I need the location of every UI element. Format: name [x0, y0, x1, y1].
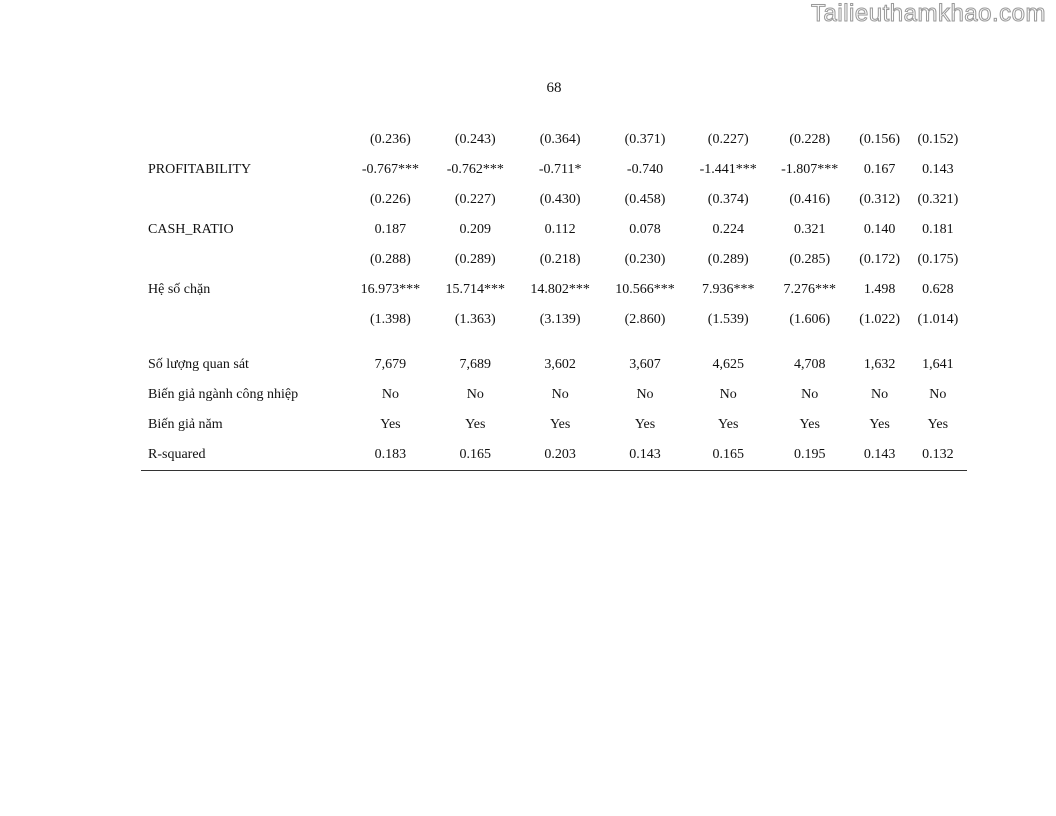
- table-cell: 4,625: [712, 357, 744, 372]
- table-cell: (0.228): [789, 132, 831, 147]
- table-cell: -0.767***: [361, 162, 420, 177]
- page-number: 68: [546, 80, 562, 96]
- table-cell: -1.441***: [699, 162, 757, 177]
- table-row: [141, 185, 967, 215]
- table-cell: (0.227): [707, 132, 749, 147]
- table-row: [141, 350, 967, 380]
- table-cell: 0.195: [769, 440, 851, 471]
- table-cell: 7,689: [459, 357, 492, 372]
- table-cell: 4,708: [793, 357, 826, 372]
- table-cell: 0.165: [433, 440, 518, 471]
- table-cell: 0.165: [687, 440, 769, 471]
- table-cell: -1.807***: [781, 162, 839, 177]
- row-label: PROFITABILITY: [148, 162, 252, 177]
- table-cell: (0.285): [789, 252, 831, 267]
- table-cell: Yes: [869, 417, 890, 432]
- table-cell: 0.112: [544, 222, 576, 237]
- table-cell: (0.288): [370, 252, 411, 267]
- table-cell: (0.172): [859, 252, 901, 267]
- table-cell: -0.762***: [446, 162, 504, 177]
- table-cell: (0.371): [624, 132, 666, 147]
- table-row: [141, 245, 967, 275]
- table-cell: 3,602: [544, 357, 576, 372]
- table-cell: (0.430): [539, 192, 581, 207]
- table-cell: 0.143: [851, 440, 909, 471]
- table-row: [141, 215, 967, 245]
- table-cell: (0.321): [917, 192, 959, 207]
- table-cell: 1.498: [863, 282, 896, 297]
- table-cell: (0.374): [707, 192, 749, 207]
- table-cell: No: [636, 387, 654, 402]
- spacer-row: [141, 335, 967, 350]
- table-cell: (1.022): [859, 312, 901, 327]
- table-cell: Yes: [718, 417, 739, 432]
- table-row: [141, 380, 967, 410]
- table-cell: (0.458): [624, 192, 666, 207]
- table-cell: (0.175): [917, 252, 959, 267]
- table-cell: No: [381, 387, 399, 402]
- table-cell: (3.139): [539, 312, 581, 327]
- table-cell: (1.539): [707, 312, 749, 327]
- table-cell: (0.243): [454, 132, 496, 147]
- table-cell: No: [551, 387, 569, 402]
- table-cell: Yes: [465, 417, 486, 432]
- row-label: Số lượng quan sát: [148, 357, 249, 372]
- table-cell: 0.078: [629, 222, 661, 237]
- table-cell: (1.014): [917, 312, 959, 327]
- table-row: [141, 410, 967, 440]
- table-cell: 0.628: [922, 282, 954, 297]
- row-label: [141, 185, 348, 215]
- table-cell: (1.398): [370, 312, 411, 327]
- table-cell: Yes: [634, 417, 656, 432]
- table-cell: 0.143: [603, 440, 688, 471]
- table-cell: Yes: [799, 417, 820, 432]
- row-label: [141, 125, 348, 155]
- table-cell: -0.711*: [538, 162, 582, 177]
- table-cell: No: [929, 387, 947, 402]
- table-cell: (0.289): [707, 252, 749, 267]
- table-cell: 1,641: [922, 357, 954, 372]
- watermark-text: Tailieuthamkhao.com: [811, 0, 1046, 27]
- table-row: [141, 275, 967, 305]
- table-cell: (0.364): [539, 132, 581, 147]
- table-row: [141, 125, 967, 155]
- table-cell: (1.606): [789, 312, 831, 327]
- table-cell: 0.187: [374, 222, 407, 237]
- table-cell: (0.289): [454, 252, 496, 267]
- table-cell: 0.132: [909, 440, 967, 471]
- table-cell: (1.363): [454, 312, 496, 327]
- table-body: [141, 125, 967, 471]
- row-label: [141, 305, 348, 335]
- table-cell: 1,632: [863, 357, 896, 372]
- table-cell: (0.230): [624, 252, 666, 267]
- table-cell: 7.936***: [701, 282, 755, 297]
- table-row: [141, 305, 967, 335]
- table-cell: (0.218): [539, 252, 581, 267]
- table-cell: 0.167: [863, 162, 896, 177]
- table-cell: No: [871, 387, 889, 402]
- table-cell: 0.140: [863, 222, 896, 237]
- table-cell: (0.236): [370, 132, 411, 147]
- table-cell: 10.566***: [615, 282, 675, 297]
- table-cell: No: [801, 387, 819, 402]
- table-cell: 7.276***: [783, 282, 836, 297]
- table-cell: (2.860): [624, 312, 666, 327]
- table-row: [141, 440, 967, 471]
- table-cell: 3,607: [629, 357, 661, 372]
- table-cell: 0.209: [459, 222, 492, 237]
- table-cell: 0.321: [793, 222, 826, 237]
- table-cell: 0.143: [922, 162, 954, 177]
- table-cell: (0.227): [454, 192, 496, 207]
- row-label: Biến giả ngành công nhiệp: [148, 387, 299, 402]
- spacer-cell: [141, 335, 967, 350]
- row-label: [141, 245, 348, 275]
- table-cell: (0.156): [859, 132, 901, 147]
- table-cell: (0.152): [917, 132, 959, 147]
- table-cell: (0.416): [789, 192, 831, 207]
- table-cell: 0.183: [348, 440, 433, 471]
- table-cell: 0.203: [518, 440, 603, 471]
- table-cell: Yes: [927, 417, 949, 432]
- table-cell: Yes: [549, 417, 571, 432]
- table-cell: 0.181: [922, 222, 954, 237]
- row-label: CASH_RATIO: [148, 222, 234, 237]
- table-cell: 16.973***: [360, 282, 421, 297]
- table-cell: 7,679: [374, 357, 407, 372]
- table-cell: No: [719, 387, 737, 402]
- table-cell: (0.226): [370, 192, 411, 207]
- table-cell: No: [466, 387, 484, 402]
- table-cell: 14.802***: [530, 282, 590, 297]
- row-label: Hệ số chặn: [148, 282, 211, 297]
- table-cell: (0.312): [859, 192, 901, 207]
- table-cell: 15.714***: [445, 282, 506, 297]
- row-label: Biến giả năm: [148, 417, 223, 432]
- table-cell: Yes: [380, 417, 401, 432]
- table-cell: -0.740: [626, 162, 664, 177]
- table-row: [141, 155, 967, 185]
- regression-results-table: [141, 125, 967, 471]
- row-label: R-squared: [141, 440, 348, 471]
- table-cell: 0.224: [712, 222, 744, 237]
